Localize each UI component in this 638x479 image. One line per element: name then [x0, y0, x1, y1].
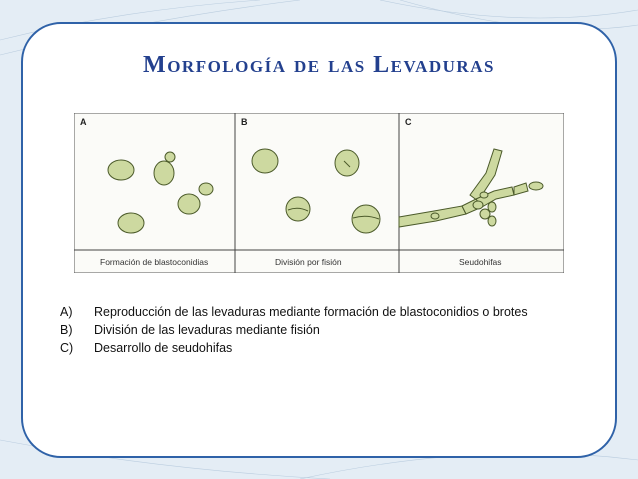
- panel-caption-b: División por fisión: [275, 257, 342, 267]
- list-item: [60, 321, 528, 339]
- list-item: [60, 339, 528, 357]
- list-item-label: C): [60, 341, 74, 355]
- list-item-label: A): [60, 305, 73, 319]
- description-list: [60, 303, 528, 357]
- slide-title: Morfología de las Levaduras: [143, 52, 495, 78]
- yeast-morphology-figure: [74, 113, 564, 273]
- panel-caption-c: Seudohifas: [459, 257, 502, 267]
- list-item-text: Desarrollo de seudohifas: [94, 341, 233, 355]
- panel-letter-a: A: [80, 117, 87, 127]
- list-item-label: B): [60, 323, 73, 337]
- list-item-text: División de las levaduras mediante fisión: [94, 323, 320, 337]
- list-item-text: Reproducción de las levaduras mediante formación de blastoconidios o brotes: [94, 305, 528, 319]
- panel-caption-a: Formación de blastoconidias: [100, 257, 209, 267]
- panel-letter-c: C: [405, 117, 412, 127]
- list-item: [60, 303, 528, 321]
- panel-letter-b: B: [241, 117, 248, 127]
